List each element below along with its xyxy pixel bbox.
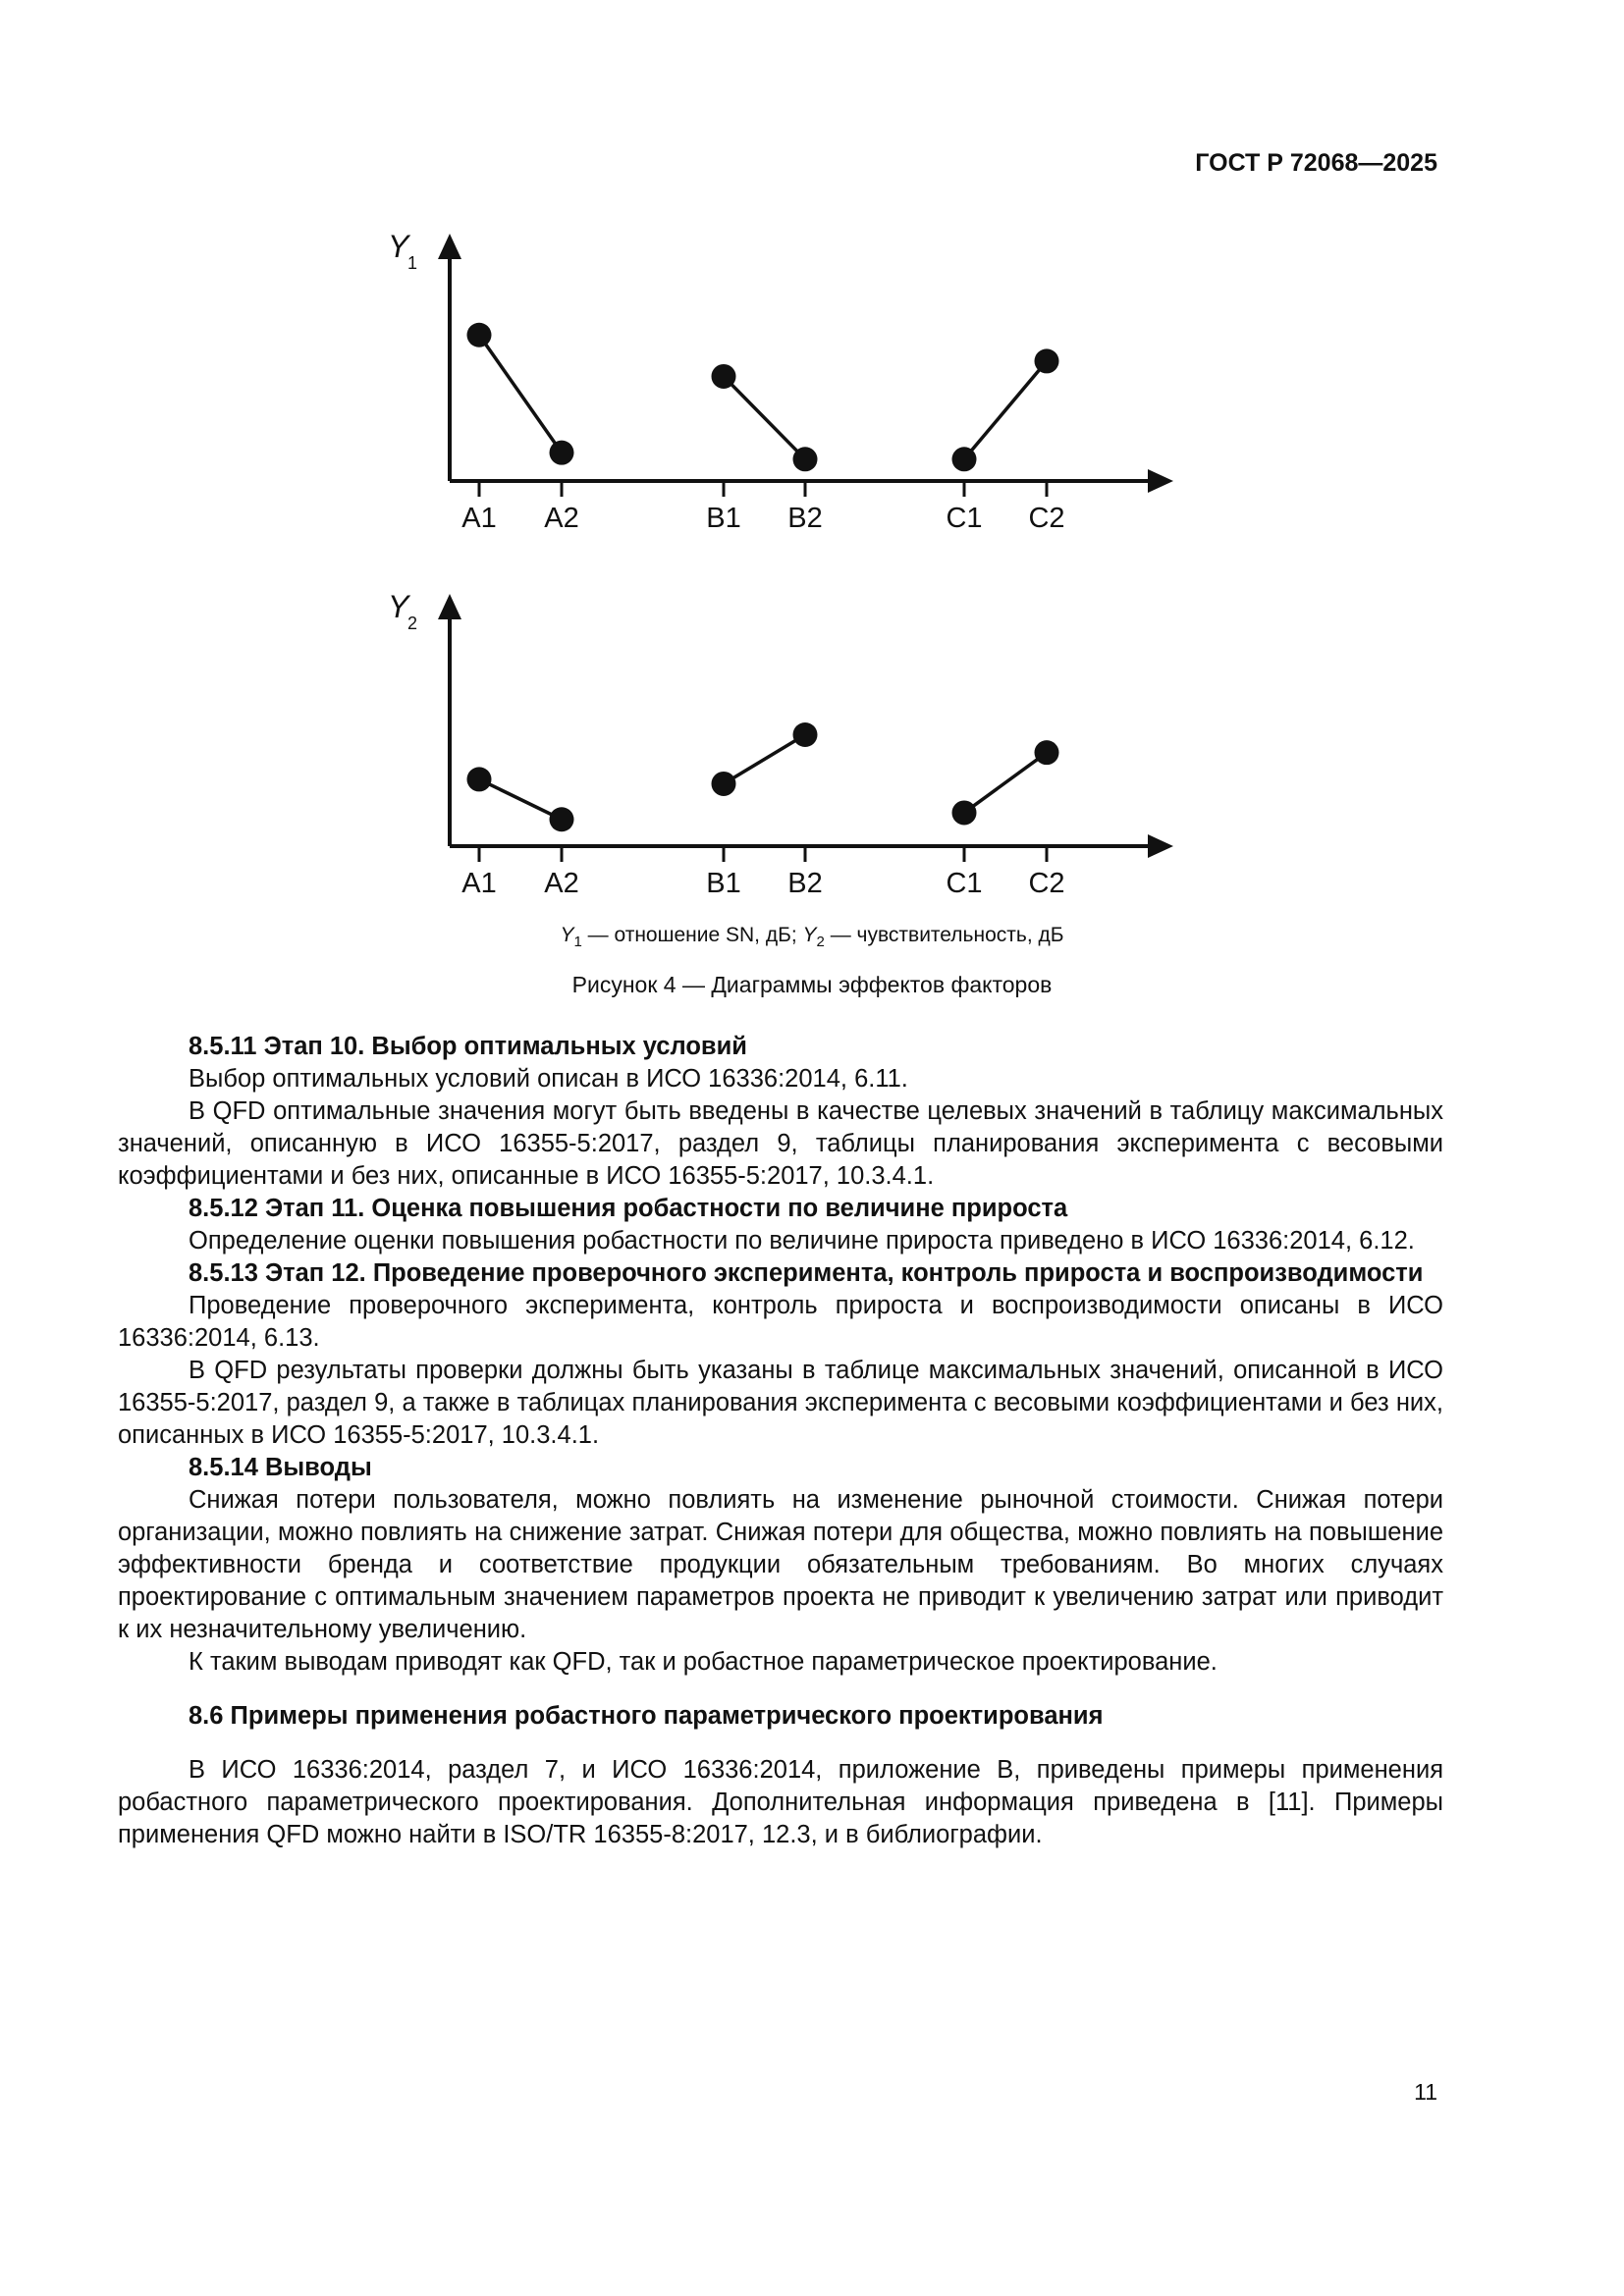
data-point-b1 <box>712 364 736 389</box>
body-paragraph: В QFD результаты проверки должны быть указаны в таблице максимальных значений, описанной в ИСО 16355-5:2017, раздел 9, а также в таблицах планирования эксперимента с весовыми коэффициентами и без них, описанных в ИСО 16355-5:2017, 10.3.4.1. <box>118 1357 1443 1449</box>
data-point-a1 <box>467 323 492 347</box>
legend-y2-subscript: 2 <box>816 934 825 951</box>
data-point-c2 <box>1035 348 1059 373</box>
x-tick-label: A1 <box>461 868 497 899</box>
legend-y1-subscript: 1 <box>573 934 582 951</box>
body-paragraph: В ИСО 16336:2014, раздел 7, и ИСО 16336:2014, приложение B, приведены примеры применения робастного параметрического проектирования. Дополнительная информация приведена в [11]. Примеры применения QFD можно найти в ISO/TR 16355-8:2017, 12.3, и в библиографии. <box>118 1756 1443 1848</box>
figure-legend <box>0 924 1624 950</box>
y-axis-arrow <box>438 594 461 619</box>
chart-2 <box>388 589 1173 899</box>
body-paragraph: Проведение проверочного эксперимента, контроль прироста и воспроизводимости описаны в ИСО 16336:2014, 6.13. <box>118 1292 1443 1352</box>
series-line-a <box>479 335 562 453</box>
x-tick-label: C1 <box>946 868 983 899</box>
x-axis-arrow <box>1148 469 1173 493</box>
x-tick-label: A1 <box>461 503 497 534</box>
data-point-c1 <box>952 800 977 825</box>
series-line-b <box>724 376 805 458</box>
data-point-c2 <box>1035 740 1059 765</box>
y-axis-label-subscript: 2 <box>407 614 418 633</box>
x-axis-arrow <box>1148 834 1173 858</box>
legend-y1-text: — отношение SN, дБ; <box>581 924 803 946</box>
x-tick-label: B2 <box>787 503 823 534</box>
page-number: 11 <box>1414 2079 1437 2105</box>
body-paragraph: Снижая потери пользователя, можно повлиять на изменение рыночной стоимости. Снижая потери организации, можно повлиять на снижение затрат. Снижая потери для общества, можно повлиять на повышение эффективности бренда и соответствие продукции обязательным требованиям. Во многих случаях проектирование с оптимальным значением параметров проекта не приводит к увеличению затрат или приводит к их незначительному увеличению. <box>118 1486 1443 1643</box>
data-point-b1 <box>712 772 736 796</box>
series-line-b <box>724 735 805 784</box>
chart-1 <box>388 229 1173 534</box>
body-paragraph: Определение оценки повышения робастности по величине прироста приведено в ИСО 16336:2014, 6.12. <box>189 1227 1415 1255</box>
x-tick-label: B1 <box>706 503 741 534</box>
y-axis-label: Y <box>388 589 409 624</box>
x-tick-label: B2 <box>787 868 823 899</box>
section-heading-8-5-14: 8.5.14 Выводы <box>189 1454 372 1481</box>
data-point-b2 <box>793 447 818 471</box>
x-tick-label: A2 <box>544 868 579 899</box>
x-tick-label: C1 <box>946 503 983 534</box>
series-line-c <box>964 753 1047 813</box>
document-body <box>118 1031 1443 1851</box>
x-tick-label: B1 <box>706 868 741 899</box>
series-line-a <box>479 779 562 820</box>
data-point-b2 <box>793 722 818 747</box>
legend-y2-text: — чувствительность, дБ <box>824 924 1064 946</box>
x-tick-label: C2 <box>1028 503 1065 534</box>
section-heading-8-5-11: 8.5.11 Этап 10. Выбор оптимальных условий <box>189 1033 747 1060</box>
body-paragraph: В QFD оптимальные значения могут быть введены в качестве целевых значений в таблицу максимальных значений, описанную в ИСО 16355-5:2017, раздел 9, таблицы планирования эксперимента с весовыми коэффициентами и без них, описанные в ИСО 16355-5:2017, 10.3.4.1. <box>118 1097 1443 1190</box>
data-point-c1 <box>952 447 977 471</box>
section-heading-8-6: 8.6 Примеры применения робастного параметрического проектирования <box>189 1702 1104 1730</box>
body-paragraph: Выбор оптимальных условий описан в ИСО 16336:2014, 6.11. <box>189 1065 908 1093</box>
x-tick-label: C2 <box>1028 868 1065 899</box>
data-point-a2 <box>550 441 574 465</box>
section-heading-8-5-13: 8.5.13 Этап 12. Проведение проверочного эксперимента, контроль прироста и воспроизводимости <box>189 1259 1424 1287</box>
section-heading-8-5-12: 8.5.12 Этап 11. Оценка повышения робастности по величине прироста <box>189 1195 1068 1222</box>
document-code: ГОСТ Р 72068—2025 <box>1195 149 1437 177</box>
figure-caption: Рисунок 4 — Диаграммы эффектов факторов <box>571 972 1053 997</box>
legend-y2-symbol: Y <box>802 924 817 946</box>
x-tick-label: A2 <box>544 503 579 534</box>
series-line-c <box>964 361 1047 459</box>
y-axis-label-subscript: 1 <box>407 253 418 273</box>
y-axis-arrow <box>438 234 461 259</box>
data-point-a2 <box>550 807 574 831</box>
data-point-a1 <box>467 767 492 791</box>
body-paragraph: К таким выводам приводят как QFD, так и робастное параметрическое проектирование. <box>189 1648 1218 1676</box>
legend-y1-symbol: Y <box>560 924 574 946</box>
factor-effects-figure <box>0 0 1624 1021</box>
y-axis-label: Y <box>388 229 409 264</box>
